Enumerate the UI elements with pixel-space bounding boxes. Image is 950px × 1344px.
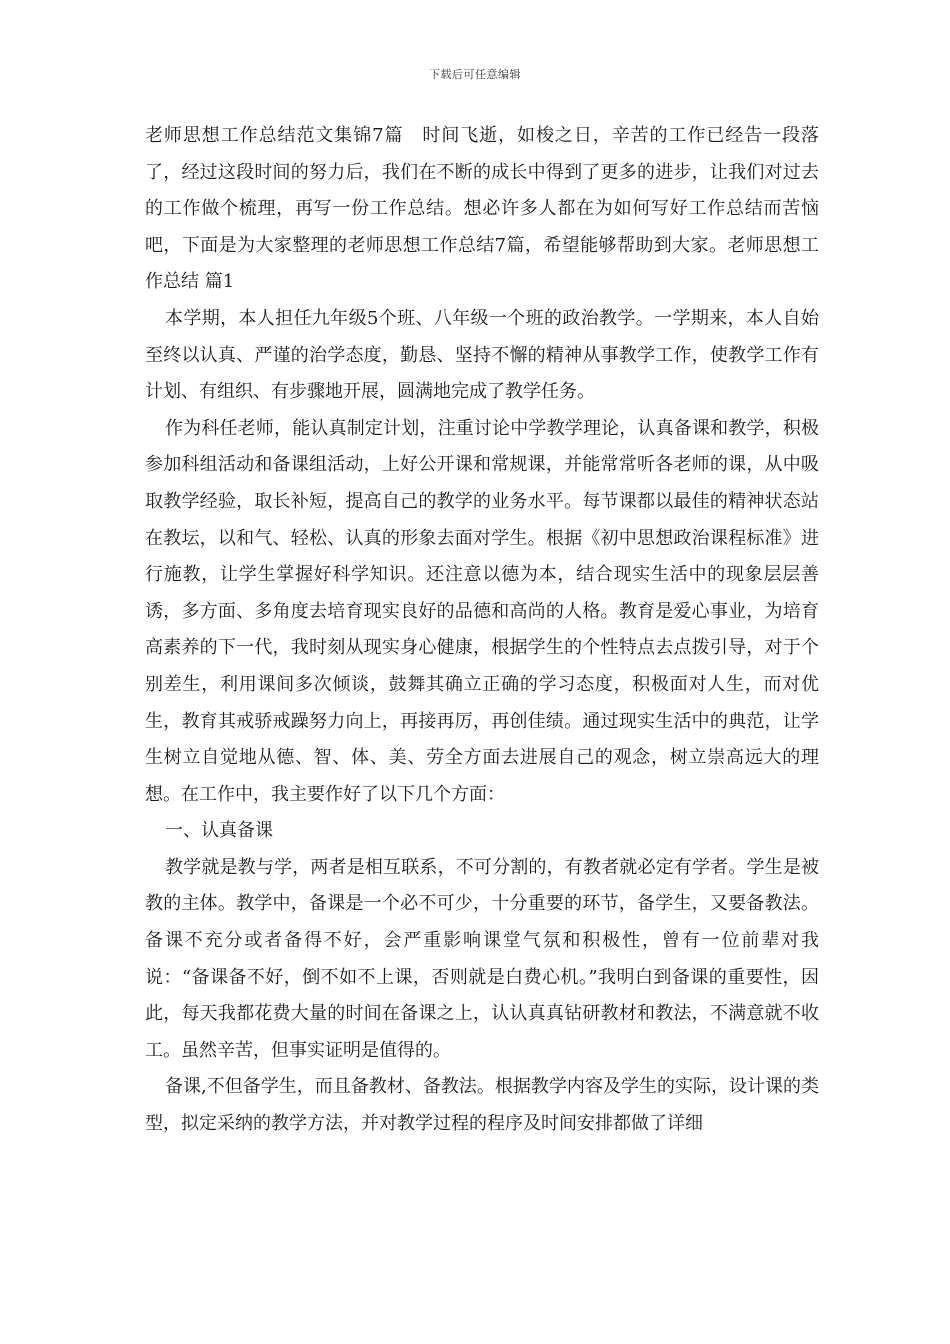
section-heading-prepare-lessons: 一、认真备课 [165, 820, 273, 842]
intro-paragraph: 老师思想工作总结范文集锦7篇 时间飞逝，如梭之日，辛苦的工作已经告一段落了，经过这段时间的努力后，我们在不断的成长中得到了更多的进步，让我们对过去的工作做个梳理，再写一份工作总结。想必许多人都在为如何写好工作总结而苦恼吧，下面是为大家整理的老师思想工作总结7篇，希望能够帮助到大家。老师思想工作总结 篇1 [145, 125, 819, 293]
paragraph-lesson-preparation: 教学就是教与学，两者是相互联系，不可分割的，有教者就必定有学者。学生是被教的主体。教学中，备课是一个必不可少，十分重要的环节，备学生，又要备教法。备课不充分或者备得不好，会严重影响课堂气氛和积极性，曾有一位前辈对我说：“备课备不好，倒不如不上课，否则就是白费心机。”我明白到备课的重要性，因此，每天我都花费大量的时间在备课之上，认认真真钻研教材和教法，不满意就不收工。虽然辛苦，但事实证明是值得的。 [145, 856, 819, 1061]
paragraph-lesson-methods: 备课,不但备学生，而且备教材、备教法。根据教学内容及学生的实际，设计课的类型，拟定采纳的教学方法，并对教学过程的程序及时间安排都做了详细 [145, 1076, 819, 1135]
document-body [145, 118, 819, 1143]
paragraph-teaching-work: 作为科任老师，能认真制定计划，注重讨论中学教学理论，认真备课和教学，积极参加科组活动和备课组活动，上好公开课和常规课，并能常常听各老师的课，从中吸取教学经验，取长补短，提高自己的教学的业务水平。每节课都以最佳的精神状态站在教坛，以和气、轻松、认真的形象去面对学生。根据《初中思想政治课程标准》进行施教，让学生掌握好科学知识。还注意以德为本，结合现实生活中的现象层层善诱，多方面、多角度去培育现实良好的品德和高尚的人格。教育是爱心事业，为培育高素养的下一代，我时刻从现实身心健康，根据学生的个性特点去点拨引导，对于个别差生，利用课间多次倾谈，鼓舞其确立正确的学习态度，积极面对人生，而对优生，教育其戒骄戒躁努力向上，再接再厉，再创佳绩。通过现实生活中的典范，让学生树立自觉地从德、智、体、美、劳全方面去进展自己的观念，树立崇高远大的理想。在工作中，我主要作好了以下几个方面： [145, 417, 819, 805]
page-header: 下载后可任意编辑 [429, 68, 521, 81]
paragraph-teaching-overview: 本学期，本人担任九年级5个班、八年级一个班的政治教学。一学期来，本人自始至终以认真、严谨的治学态度，勤恳、坚持不懈的精神从事教学工作，使教学工作有计划、有组织、有步骤地开展，圆满地完成了教学任务。 [145, 307, 819, 403]
